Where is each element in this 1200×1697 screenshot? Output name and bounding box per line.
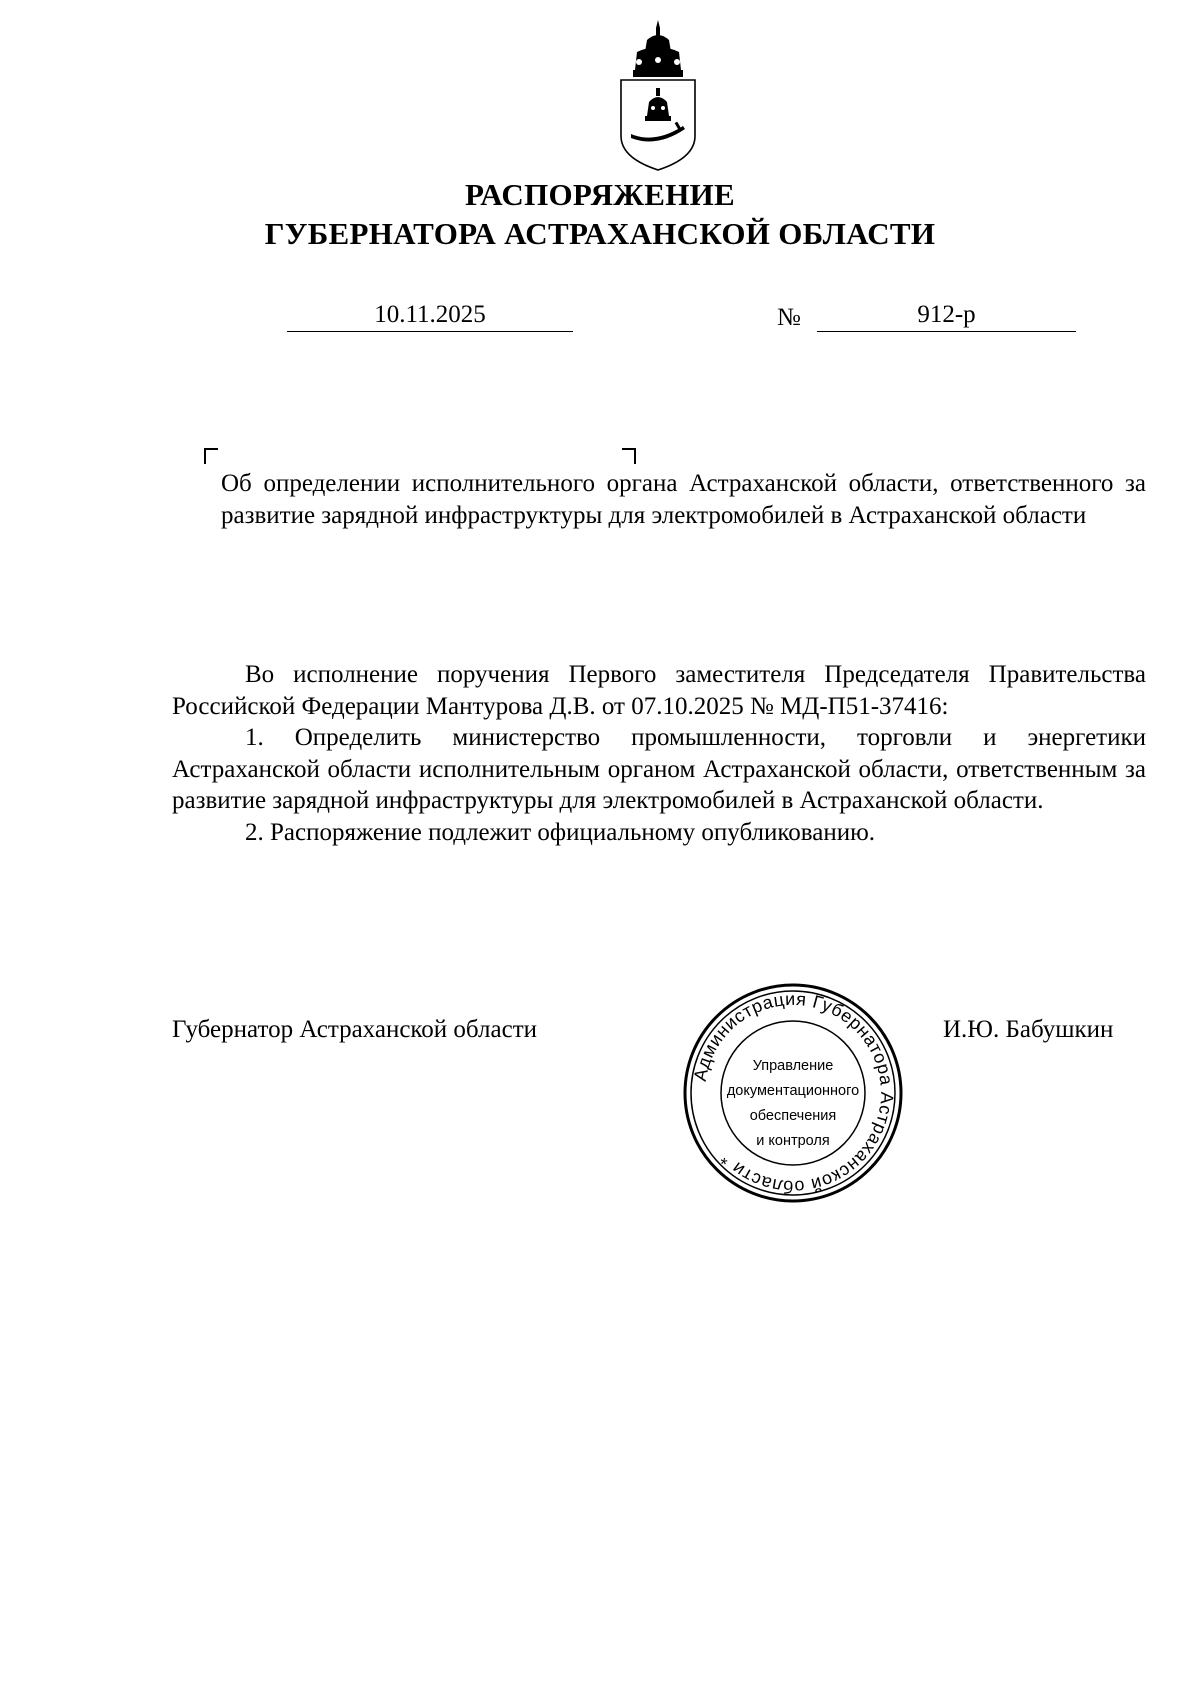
seal-ring-text: Администрация Губернатора Астраханской области * (689, 988, 898, 1198)
subject-corner-mark-right (622, 448, 636, 464)
seal-inner-line-3: обеспечения (749, 1108, 837, 1124)
document-date: 10.11.2025 (287, 300, 573, 332)
clause-2-paragraph: 2. Распоряжение подлежит официальному опубликованию. (245, 818, 876, 846)
issuer-title: ГУБЕРНАТОРА АСТРАХАНСКОЙ ОБЛАСТИ (264, 216, 936, 251)
preamble-paragraph: Во исполнение поручения Первого заместителя Председателя Правительства Российской Федерации Мантурова Д.В. от 07.10.2025 № МД-П51-37416: (172, 661, 1146, 720)
document-body (172, 659, 1146, 848)
number-sign: № (777, 304, 801, 331)
signer-position: Губернатор Астраханской области (172, 1016, 538, 1043)
seal-inner-line-4: и контроля (756, 1133, 830, 1149)
subject-corner-mark-left (204, 448, 218, 464)
coat-of-arms-icon (617, 18, 699, 172)
document-number: 912-р (817, 300, 1076, 332)
signer-name: И.Ю. Бабушкин (943, 1016, 1114, 1043)
document-type-title: РАСПОРЯЖЕНИЕ (464, 177, 736, 212)
official-seal-icon (682, 982, 904, 1204)
clause-1-paragraph: 1. Определить министерство промышленности, торговли и энергетики Астраханской области исполнительным органом Астраханской области, ответственным за развитие зарядной инфраструктуры для электромобилей в Астраханской области. (172, 724, 1146, 814)
seal-inner-line-1: Управление (752, 1058, 834, 1074)
seal-inner-line-2: документационного (726, 1083, 860, 1099)
document-subject: Об определении исполнительного органа Астраханской области, ответственного за развитие зарядной инфраструктуры для электромобилей в Астраханской области (221, 470, 1146, 529)
